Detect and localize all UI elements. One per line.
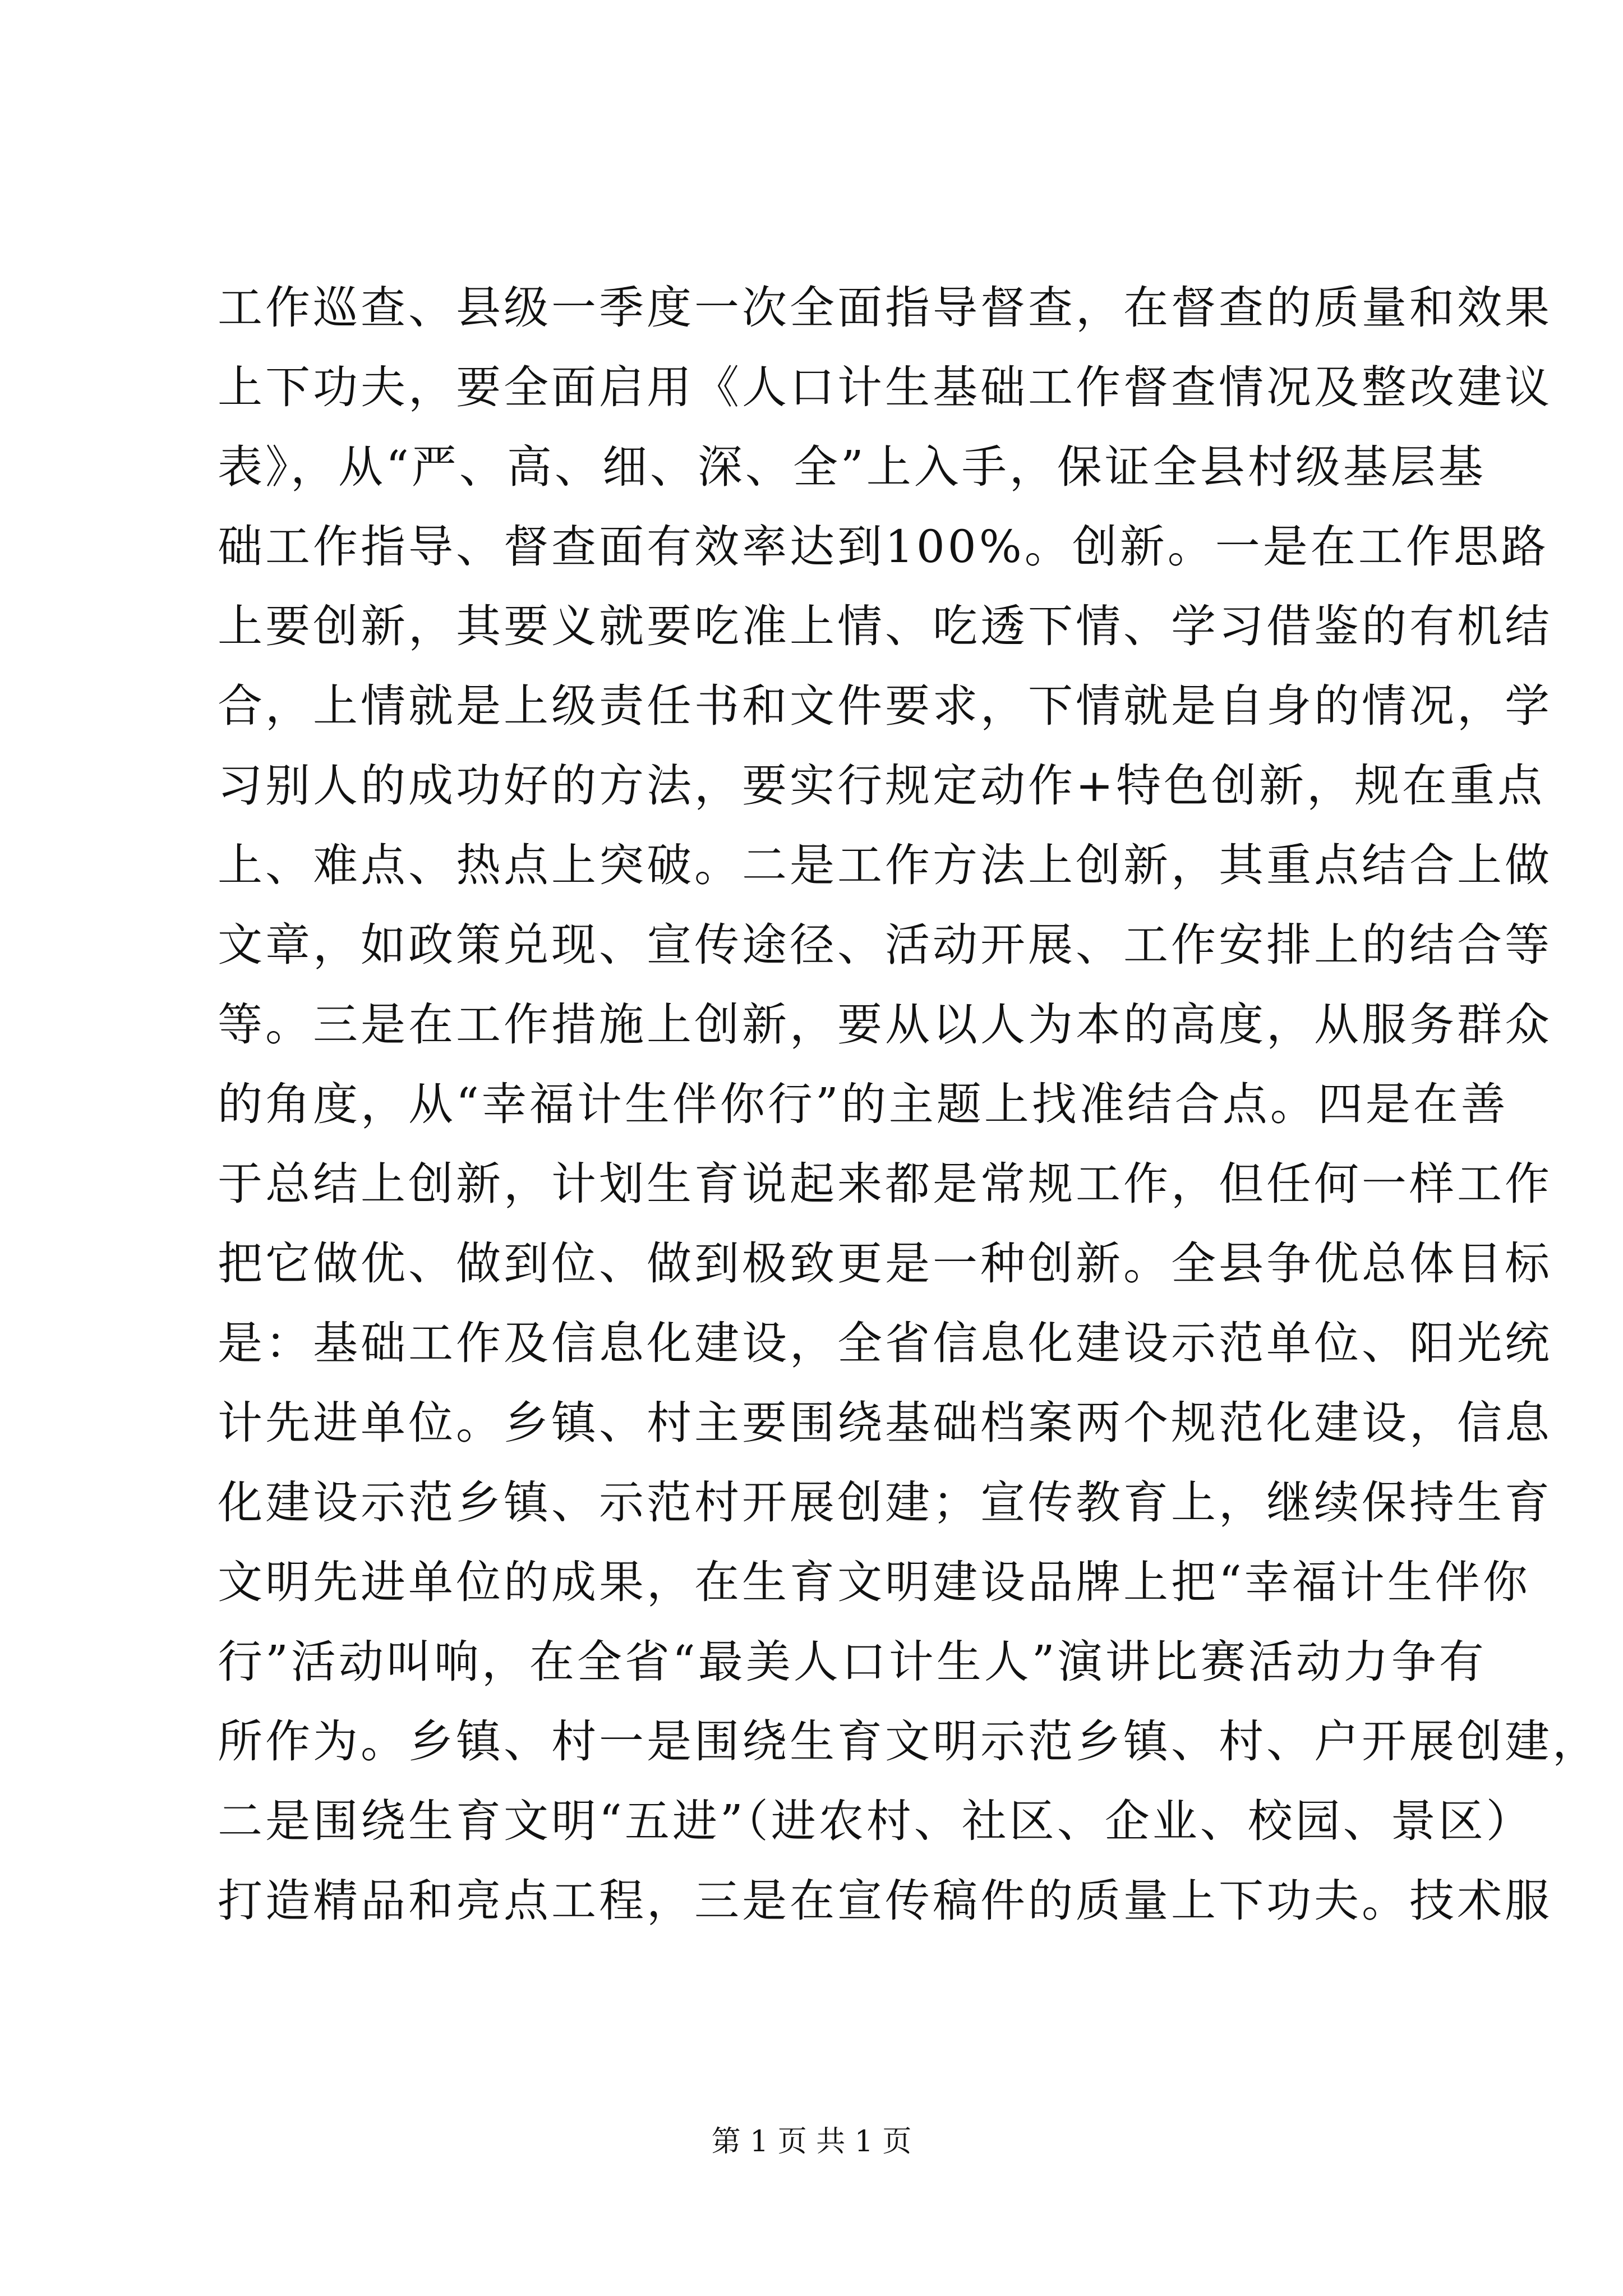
text-line: 等。三是在工作措施上创新，要从以人为本的高度，从服务群众 bbox=[218, 999, 1552, 1051]
text-line: 计先进单位。乡镇、村主要围绕基础档案两个规范化建设，信息 bbox=[218, 1397, 1552, 1449]
text-line: 工作巡查、县级一季度一次全面指导督查，在督查的质量和效果 bbox=[218, 282, 1552, 334]
text-line: 表》，从“严、高、细、深、全”上入手，保证全县村级基层基 bbox=[218, 441, 1486, 493]
text-line: 的角度，从“幸福计生伴你行”的主题上找准结合点。四是在善 bbox=[218, 1078, 1509, 1130]
text-line: 打造精品和亮点工程，三是在宣传稿件的质量上下功夫。技术服 bbox=[218, 1875, 1552, 1927]
text-line: 行”活动叫响，在全省“最美人口计生人”演讲比赛活动力争有 bbox=[218, 1636, 1487, 1688]
text-line: 文明先进单位的成果，在生育文明建设品牌上把“幸福计生伴你 bbox=[218, 1556, 1530, 1608]
page-number-footer: 第 1 页 共 1 页 bbox=[711, 2125, 912, 2159]
text-line: 上、难点、热点上突破。二是工作方法上创新，其重点结合上做 bbox=[218, 839, 1552, 891]
text-line: 于总结上创新，计划生育说起来都是常规工作，但任何一样工作 bbox=[218, 1158, 1552, 1210]
text-line: 化建设示范乡镇、示范村开展创建；宣传教育上，继续保持生育 bbox=[218, 1476, 1552, 1529]
text-line: 文章，如政策兑现、宣传途径、活动开展、工作安排上的结合等 bbox=[218, 919, 1552, 971]
text-line: 是：基础工作及信息化建设，全省信息化建设示范单位、阳光统 bbox=[218, 1317, 1552, 1369]
text-line: 合，上情就是上级责任书和文件要求，下情就是自身的情况，学 bbox=[218, 680, 1552, 732]
body-text bbox=[218, 268, 1600, 1941]
text-line: 上要创新，其要义就要吃准上情、吃透下情、学习借鉴的有机结 bbox=[218, 600, 1552, 652]
text-line: 上下功夫，要全面启用《人口计生基础工作督查情况及整改建议 bbox=[218, 361, 1552, 413]
text-line: 把它做优、做到位、做到极致更是一种创新。全县争优总体目标 bbox=[218, 1237, 1552, 1290]
text-line: 二是围绕生育文明“五进”（进农村、社区、企业、校园、景区） bbox=[218, 1795, 1534, 1847]
text-line: 所作为。乡镇、村一是围绕生育文明示范乡镇、村、户开展创建， bbox=[218, 1715, 1600, 1768]
text-line: 习别人的成功好的方法，要实行规定动作+特色创新，规在重点 bbox=[218, 760, 1546, 812]
text-line: 础工作指导、督查面有效率达到100%。创新。一是在工作思路 bbox=[218, 521, 1549, 573]
